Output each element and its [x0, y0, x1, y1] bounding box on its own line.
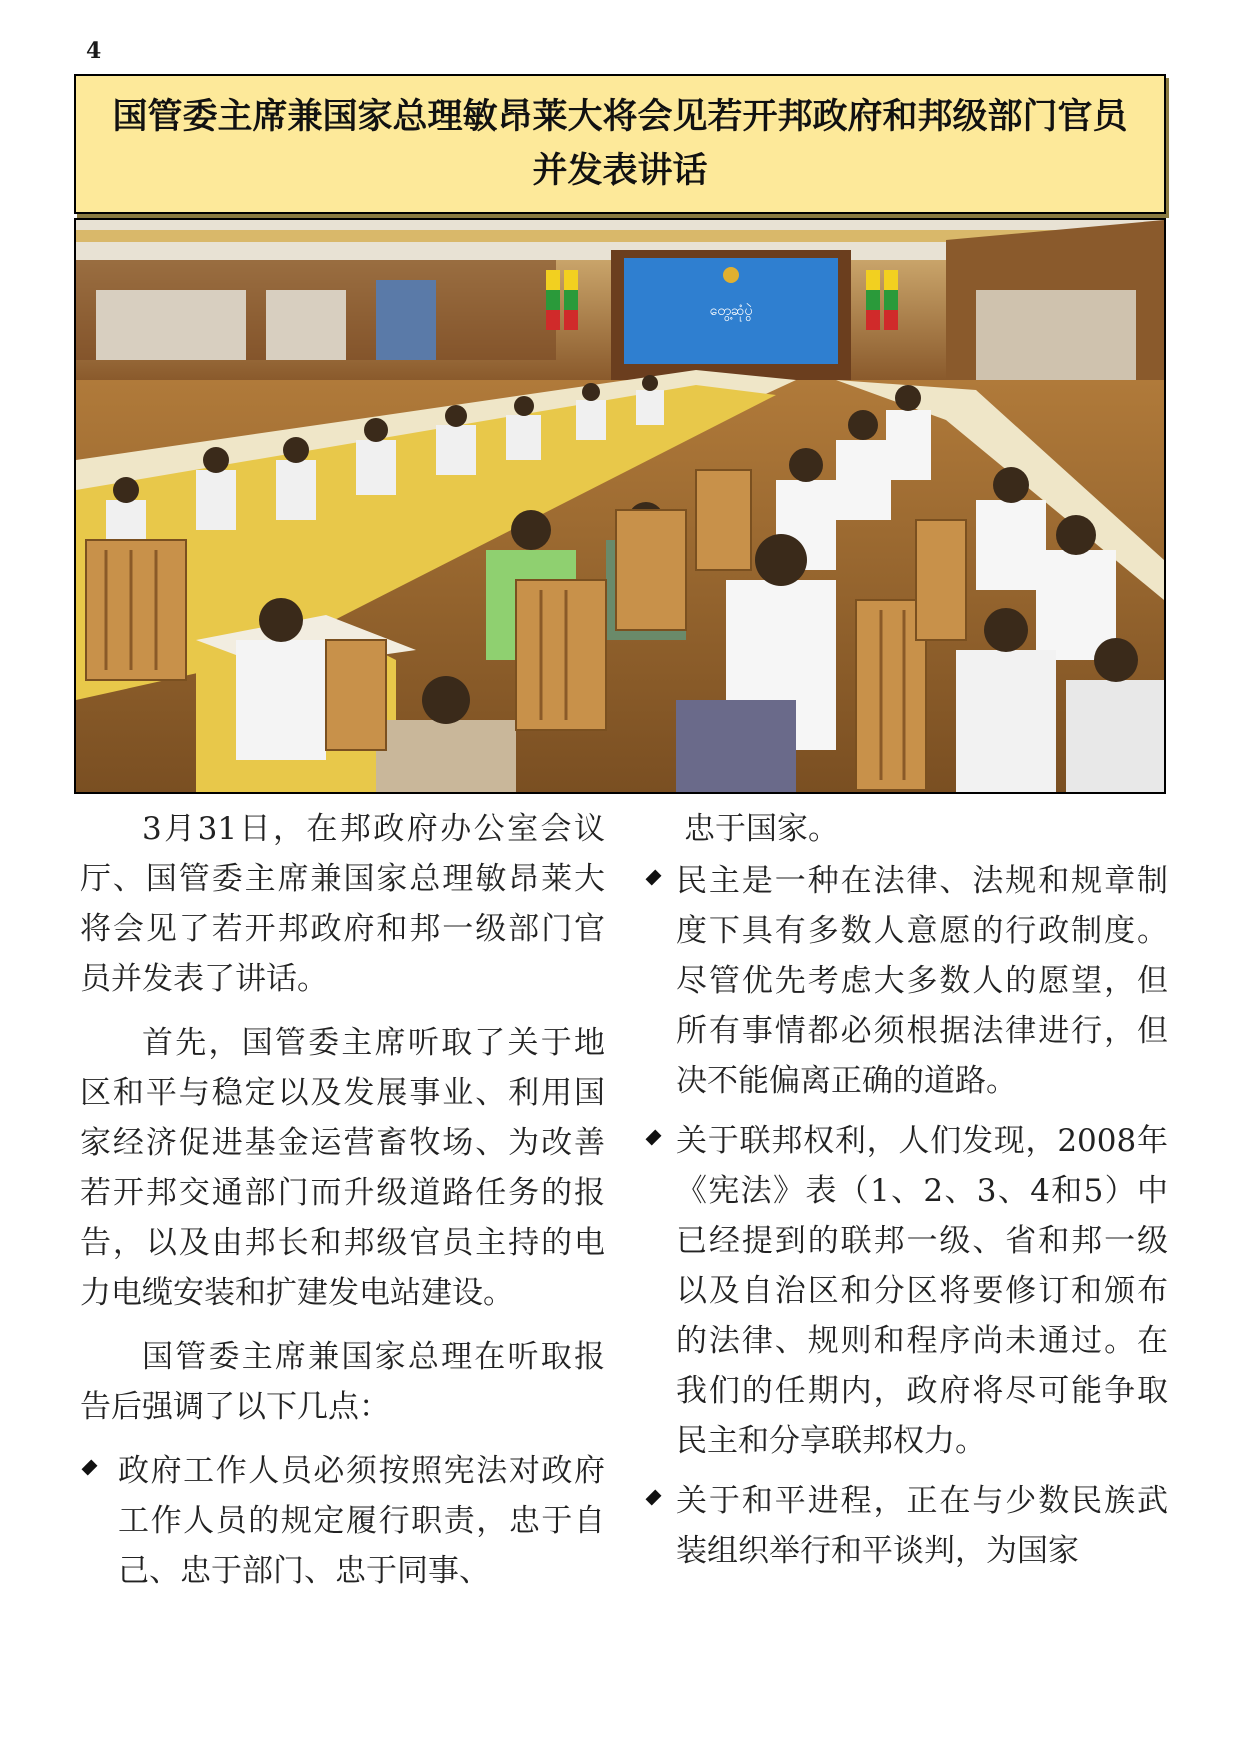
bullet-text-3: 关于联邦权利，人们发现，2008年《宪法》表（1、2、3、4和5）中已经提到的联邦一级、省和邦一级以及自治区和分区将要修订和颁布的法律、规则和程序尚未通过。在我们的任期内，政府将尽可能争取民主和分享联邦权力。	[676, 1123, 1168, 1459]
bullet-continuation: 忠于国家。	[684, 811, 839, 847]
diamond-bullet-icon	[646, 1490, 662, 1506]
bullet-item-2	[644, 856, 1168, 1106]
bullet-item-3	[644, 1116, 1168, 1466]
bullet-item-1	[80, 1446, 605, 1596]
bullet-item-4	[644, 1476, 1168, 1576]
left-column	[80, 804, 605, 1606]
page-number: 4	[86, 38, 102, 64]
diamond-bullet-icon	[82, 1460, 98, 1476]
meeting-photo	[74, 218, 1166, 794]
bullet-text-1: 政府工作人员必须按照宪法对政府工作人员的规定履行职责，忠于自己、忠于部门、忠于同事、	[118, 1453, 605, 1589]
title-banner	[74, 74, 1166, 214]
bullet-text-4: 关于和平进程，正在与少数民族武装组织举行和平谈判，为国家	[676, 1483, 1168, 1569]
paragraph-1: 3月31日，在邦政府办公室会议厅、国管委主席兼国家总理敏昂莱大将会见了若开邦政府和邦一级部门官员并发表了讲话。	[80, 811, 605, 997]
screen-caption: တွေ့ဆုံပွဲ	[709, 303, 753, 319]
article-title: 国管委主席兼国家总理敏昂莱大将会见若开邦政府和邦级部门官员并发表讲话	[112, 97, 1128, 191]
diamond-bullet-icon	[646, 870, 662, 886]
right-column	[648, 804, 1168, 1586]
paragraph-3: 国管委主席兼国家总理在听取报告后强调了以下几点：	[80, 1339, 605, 1425]
diamond-bullet-icon	[646, 1130, 662, 1146]
paragraph-2: 首先，国管委主席听取了关于地区和平与稳定以及发展事业、利用国家经济促进基金运营畜牧场、为改善若开邦交通部门而升级道路任务的报告，以及由邦长和邦级官员主持的电力电缆安装和扩建发电站建设。	[80, 1025, 605, 1311]
bullet-text-2: 民主是一种在法律、法规和规章制度下具有多数人意愿的行政制度。尽管优先考虑大多数人的愿望，但所有事情都必须根据法律进行，但决不能偏离正确的道路。	[676, 863, 1168, 1099]
